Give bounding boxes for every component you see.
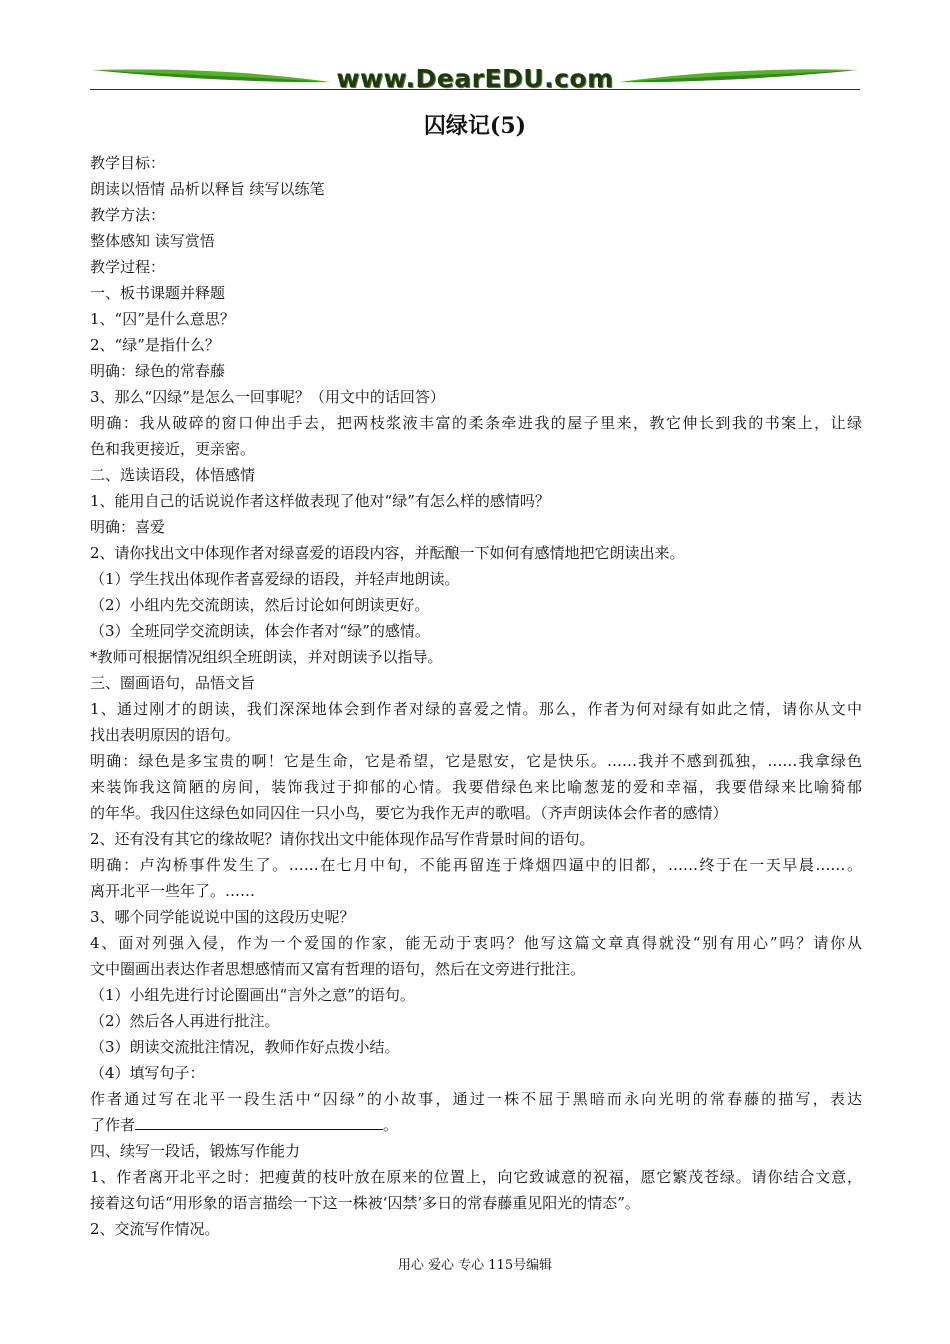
text-line: 色和我更接近，更亲密。 [90,440,256,458]
section-heading: 四、续写一段话，锻炼写作能力 [90,1142,301,1160]
fill-in-line [90,1112,862,1138]
text-line: 的年华。我囚住这绿色如同囚住一只小鸟，要它为我作无声的歌唱。（齐声朗读体会作者的感情） [90,804,728,822]
text-line: 教学目标： [90,154,166,172]
fill-in-blank[interactable] [135,1112,383,1130]
page-title: 囚绿记(5) [423,113,527,139]
fill-in-suffix: 。 [383,1116,399,1134]
text-line: 2、交流写作情况。 [90,1220,220,1238]
text-line: 明确：绿色是多宝贵的啊！它是生命，它是希望，它是慰安，它是快乐。……我并不感到孤独，……我拿绿色 [90,752,862,770]
text-line: 1、通过刚才的朗读，我们深深地体会到作者对绿的喜爱之情。那么，作者为何对绿有如此之情，请你从文中 [90,700,862,718]
text-line: 明确：我从破碎的窗口伸出手去，把两枝浆液丰富的柔条牵进我的屋子里来，教它伸长到我的书案上，让绿 [90,414,862,432]
fill-in-prefix: 了作者 [90,1116,136,1134]
text-line: 1、作者离开北平之时：把瘦黄的枝叶放在原来的位置上，向它致诚意的祝福，愿它繁茂苍绿。请你结合文意， [90,1168,862,1186]
text-line: 明确：卢沟桥事件发生了。……在七月中旬，不能再留连于烽烟四逼中的旧都，……终于在一天早晨……。 [90,856,862,874]
section-heading: 二、选读语段，体悟感情 [90,466,256,484]
text-line: 离开北平一些年了。…… [90,882,256,900]
text-line: 作者通过写在北平一段生活中“囚绿”的小故事，通过一株不屈于黑暗而永向光明的常春藤的描写，表达 [90,1090,862,1108]
text-line: （4）填写句子： [90,1064,205,1082]
text-line: （1）小组先进行讨论圈画出“言外之意”的语句。 [90,986,415,1004]
text-line: 教学方法： [90,206,166,224]
text-line: 整体感知 读写赏悟 [90,232,215,250]
text-line: 4、面对列强入侵，作为一个爱国的作家，能无动于衷吗？他写这篇文章真得就没“别有用心”吗？请你从 [90,934,862,952]
text-line: （3）全班同学交流朗读，体会作者对“绿”的感情。 [90,622,430,640]
text-line: 朗读以悟情 品析以释旨 续写以练笔 [90,180,325,198]
section-heading: 三、圈画语句，品悟文旨 [90,674,256,692]
text-line: 3、哪个同学能说说中国的这段历史呢？ [90,908,355,926]
text-line: （3）朗读交流批注情况，教师作好点拨小结。 [90,1038,400,1056]
text-line: 教学过程： [90,258,166,276]
text-line: 接着这句话“用形象的语言描绘一下这一株被‘囚禁’多日的常春藤重见阳光的情态”。 [90,1194,640,1212]
text-line: 找出表明原因的语句。 [90,726,241,744]
text-line: 2、请你找出文中体现作者对绿喜爱的语段内容，并酝酿一下如何有感情地把它朗读出来。 [90,544,685,562]
text-line: 3、那么“囚绿”是怎么一回事呢？（用文中的话回答） [90,388,445,406]
text-line: 明确：绿色的常春藤 [90,362,226,380]
text-line: 文中圈画出表达作者思想感情而又富有哲理的语句，然后在文旁进行批注。 [90,960,586,978]
text-line: 1、能用自己的话说说作者这样做表现了他对“绿”有怎么样的感情吗？ [90,492,550,510]
text-line: （1）学生找出体现作者喜爱绿的语段，并轻声地朗读。 [90,570,460,588]
text-line: 1、“囚”是什么意思？ [90,310,235,328]
page-footer: 用心 爱心 专心 115号编辑 [397,1258,553,1273]
text-line: 明确：喜爱 [90,518,166,536]
text-line: 2、“绿”是指什么？ [90,336,220,354]
text-line: （2）小组内先交流朗读，然后讨论如何朗读更好。 [90,596,430,614]
site-logo-text[interactable]: www.DearEDU.com [336,64,614,93]
text-line: 来装饰我这简陋的房间，装饰我过于抑郁的心情。我要借绿色来比喻葱茏的爱和幸福，我要借绿来比喻猗郁 [90,778,862,796]
text-line: 2、还有没有其它的缘故呢？请你找出文中能体现作品写作背景时间的语句。 [90,830,595,848]
header-divider [90,89,860,90]
section-heading: 一、板书课题并释题 [90,284,226,302]
text-line: （2）然后各人再进行批注。 [90,1012,280,1030]
lesson-body [90,150,862,1242]
text-line: *教师可根据情况组织全班朗读，并对朗读予以指导。 [90,648,443,666]
